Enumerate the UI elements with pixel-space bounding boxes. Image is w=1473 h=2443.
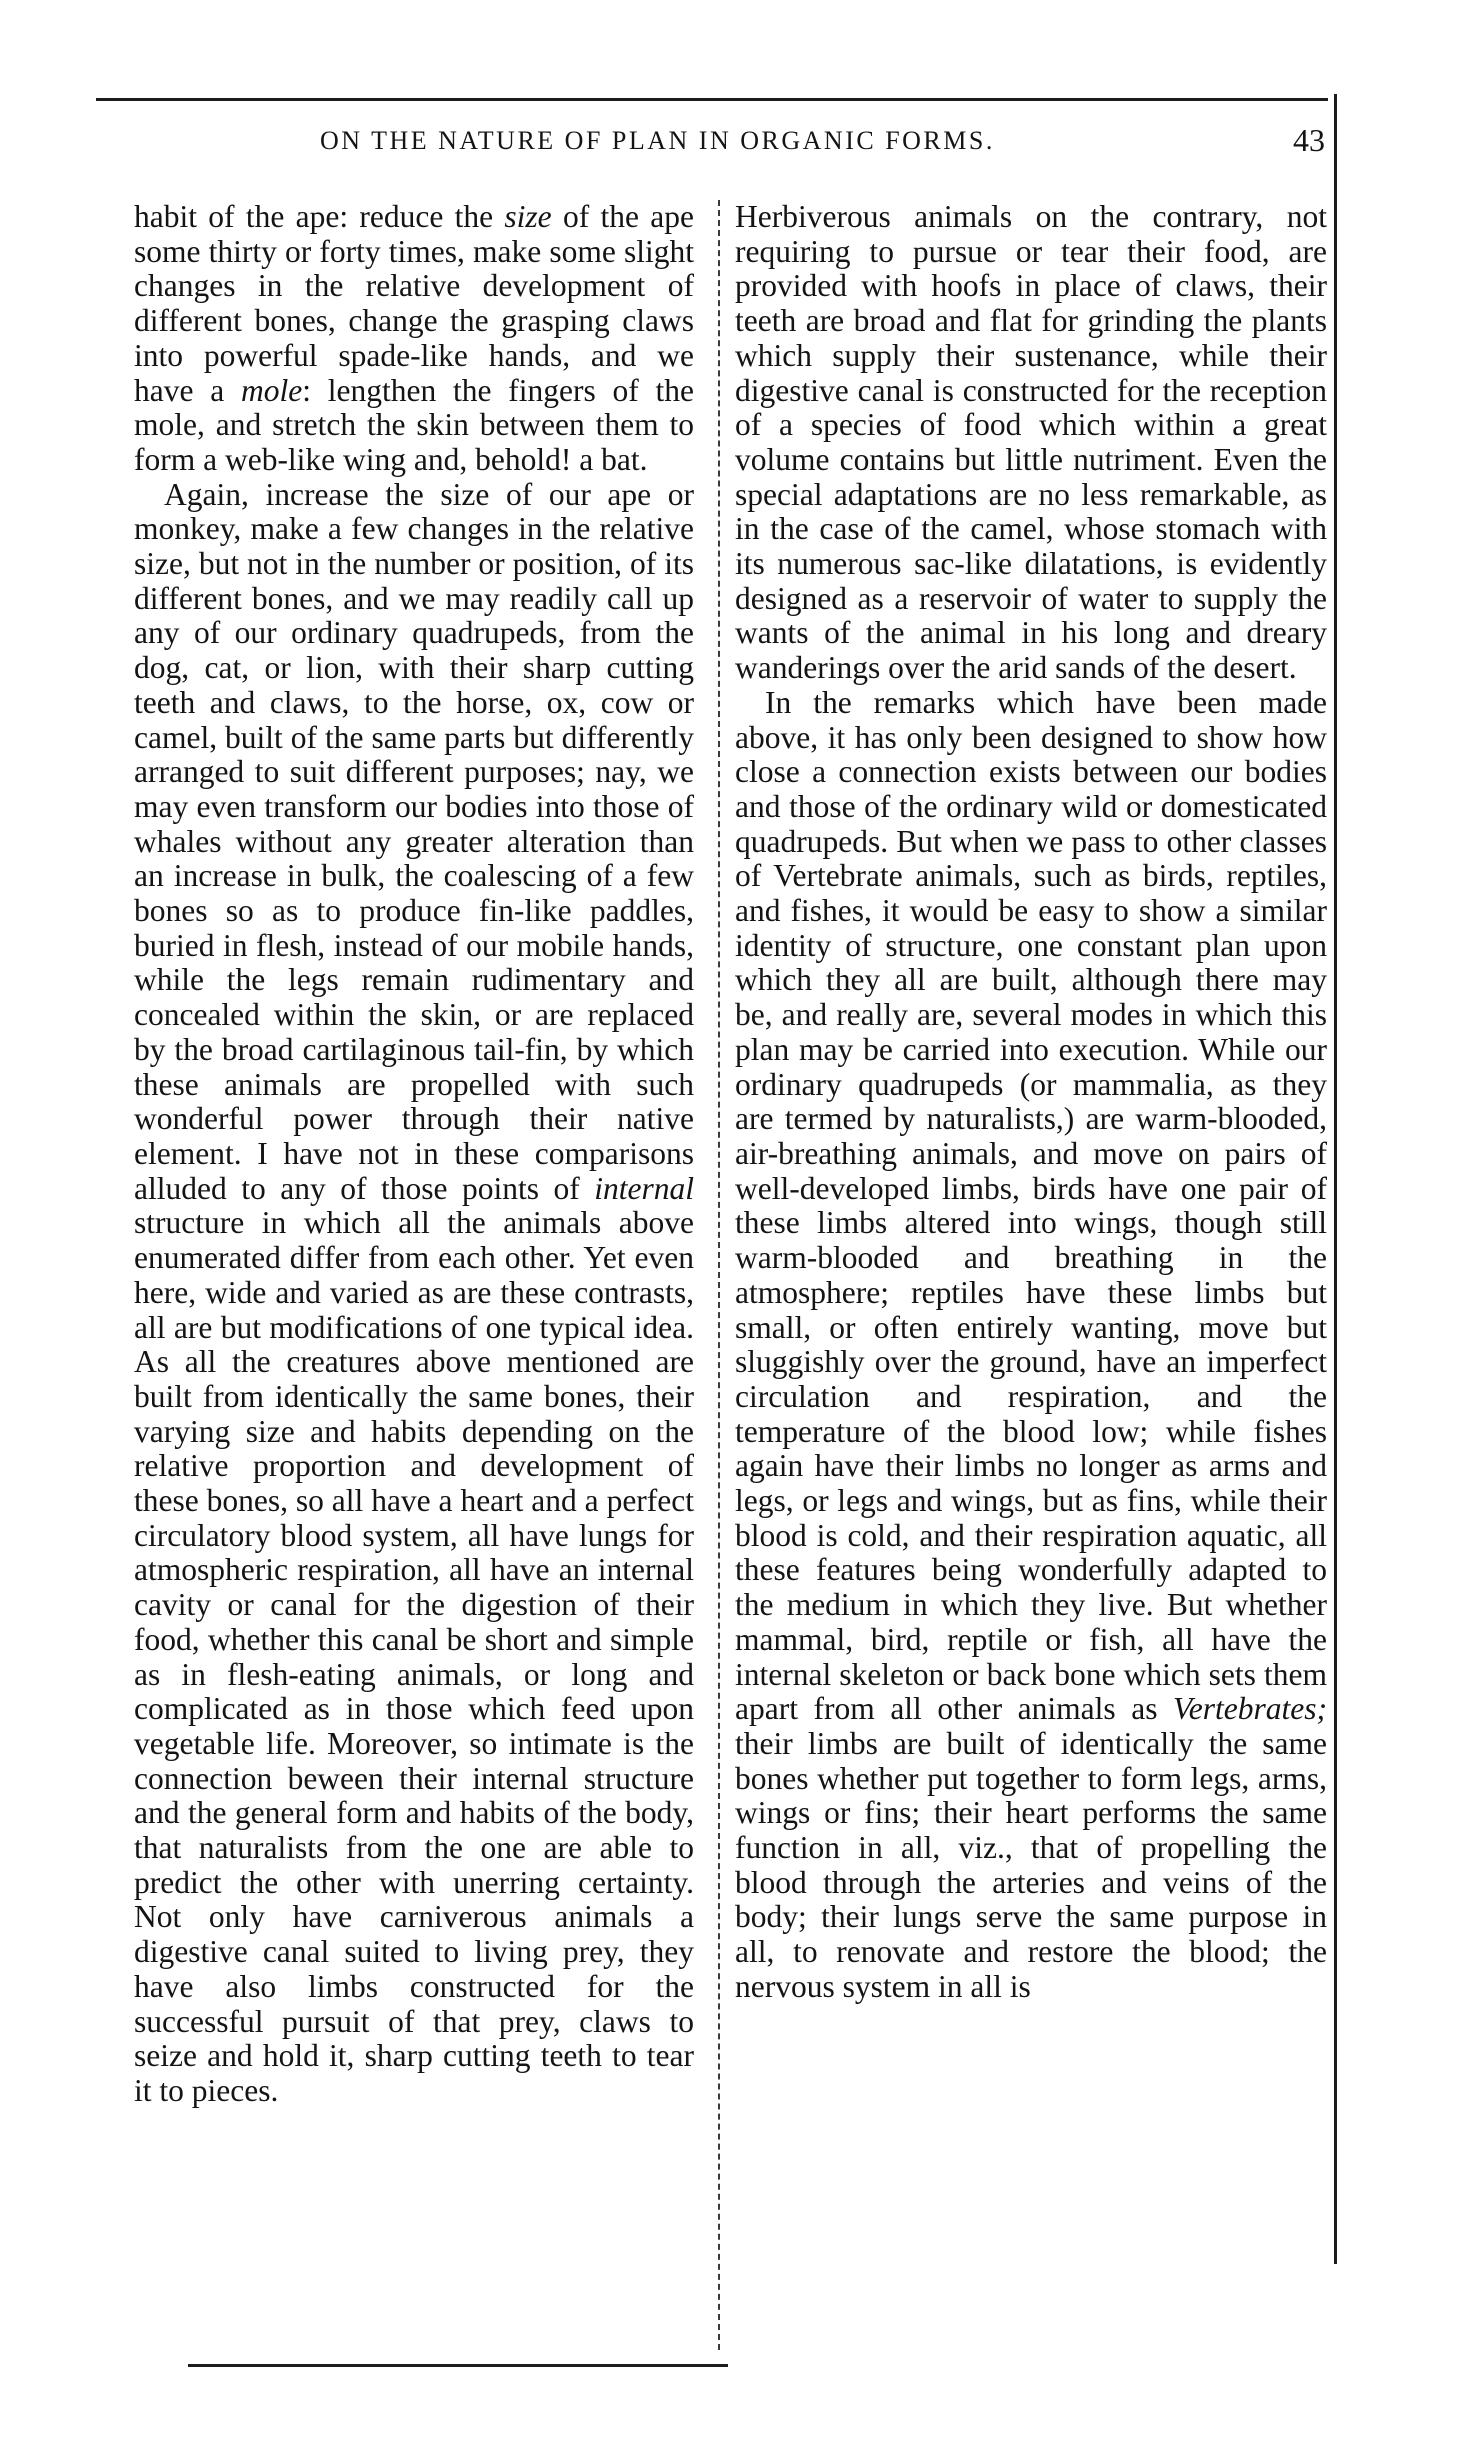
text-run: Again, increase the size of our ape or monkey, make a few changes in the relative size, but not in the number or position, of its different bones, and we may readily call up any of our ordinary quadrupeds, from the dog, cat, or lion, with their sharp cutting teeth and claws, to the horse, ox, cow or camel, built of the same parts but differently arranged to suit different purposes; nay, we may even transform our bodies into those of whales without any greater alteration than an increase in bulk, the coalescing of a few bones so as to produce fin-like paddles, buried in flesh, instead of our mobile hands, while the legs remain rudimentary and concealed within the skin, or are replaced by the broad cartilaginous tail-fin, by which these animals are propelled with such wonderful power through their native element. I have not in these comparisons alluded to any of those points of bbox=[134, 476, 694, 1206]
page-header bbox=[120, 120, 1325, 168]
running-title: ON THE NATURE OF PLAN IN ORGANIC FORMS. bbox=[320, 126, 995, 155]
top-rule bbox=[96, 98, 1328, 101]
text-run: structure in which all the animals above enumerated differ from each other. Yet even here, wide and varied as are these contrasts, all are but modifications of one typical idea. As all the creatures above mentioned are built from identically the same bones, their varying size and habits depending on the relative proportion and development of these bones, so all have a heart and a perfect circulatory blood system, all have lungs for atmospheric respiration, all have an internal cavity or canal for the digestion of their food, whether this canal be short and simple as in flesh-eating animals, or long and complicated as in those which feed upon vegetable life. Moreover, so intimate is the connection beween their internal structure and the general form and habits of the body, that naturalists from the one are able to predict the other with unerring certainty. Not only have carniverous animals a digestive canal suited to living prey, they have also limbs constructed for the successful pursuit of that prey, claws to seize and hold it, sharp cutting teeth to tear it to pieces. bbox=[134, 1205, 694, 2108]
right-margin-rule bbox=[1334, 94, 1337, 2264]
italic-term-vertebrates: Vertebrates; bbox=[1173, 1691, 1327, 1727]
left-paragraph-1 bbox=[134, 200, 694, 478]
left-paragraph-2 bbox=[134, 478, 694, 2109]
italic-term-size: size bbox=[504, 200, 552, 234]
text-run: their limbs are built of identically the same bones whether put together to form legs, arms, wings or fins; their heart performs the same function in all, viz., that of propelling the blood through the arteries and veins of the body; their lungs serve the same purpose in all, to renovate and restore the blood; the nervous system in all is bbox=[735, 1725, 1327, 2004]
bottom-rule bbox=[188, 2364, 728, 2367]
right-column bbox=[735, 200, 1327, 2360]
italic-term-internal: internal bbox=[594, 1170, 694, 1206]
text-run: In the remarks which have been made above, it has only been designed to show how close a connection exists between our bodies and those of the ordinary wild or domesticated quadrupeds. But when we pass to other classes of Vertebrate animals, such as birds, reptiles, and fishes, it would be easy to show a similar identity of structure, one constant plan upon which they all are built, although there may be, and really are, several modes in which this plan may be carried into execution. While our ordinary quadrupeds (or mammalia, as they are termed by naturalists,) are warm-blooded, air-breathing animals, and move on pairs of well-developed limbs, birds have one pair of these limbs altered into wings, though still warm-blooded and breathing in the atmosphere; reptiles have these limbs but small, or often entirely wanting, move but sluggishly over the ground, have an imperfect circulation and respiration, and the temperature of the blood low; while fishes again have their limbs no longer as arms and legs, or legs and wings, but as fins, while their blood is cold, and their respiration aquatic, all these features being wonderfully adapted to the medium in which they live. But whether mammal, bird, reptile or fish, all have the internal skeleton or back bone which sets them apart from all other animals as bbox=[735, 684, 1327, 1727]
text-run: of the ape some thirty or forty times, make some slight changes in the relative development of different bones, change the grasping claws into powerful spade-like hands, and we have a bbox=[134, 200, 694, 408]
right-paragraph-2 bbox=[735, 686, 1327, 2005]
page-number: 43 bbox=[1293, 122, 1325, 158]
text-run: : lengthen the fingers of the mole, and stretch the skin between them to form a web-like wing and, behold! a bat. bbox=[134, 372, 694, 477]
right-paragraph-1: Herbiverous animals on the contrary, not requiring to pursue or tear their food, are provided with hoofs in place of claws, their teeth are broad and flat for grinding the plants which supply their sustenance, while their digestive canal is constructed for the reception of a species of food which within a great volume contains but little nutriment. Even the special adaptations are no less remarkable, as in the case of the camel, whose stomach with its numerous sac-like dilatations, is evidently designed as a reservoir of water to supply the wants of the animal in his long and dreary wanderings over the arid sands of the desert. bbox=[735, 200, 1327, 686]
left-column bbox=[134, 200, 694, 2360]
italic-term-mole: mole bbox=[241, 372, 303, 408]
column-divider bbox=[718, 200, 720, 2350]
text-run: habit of the ape: reduce the bbox=[134, 200, 505, 234]
